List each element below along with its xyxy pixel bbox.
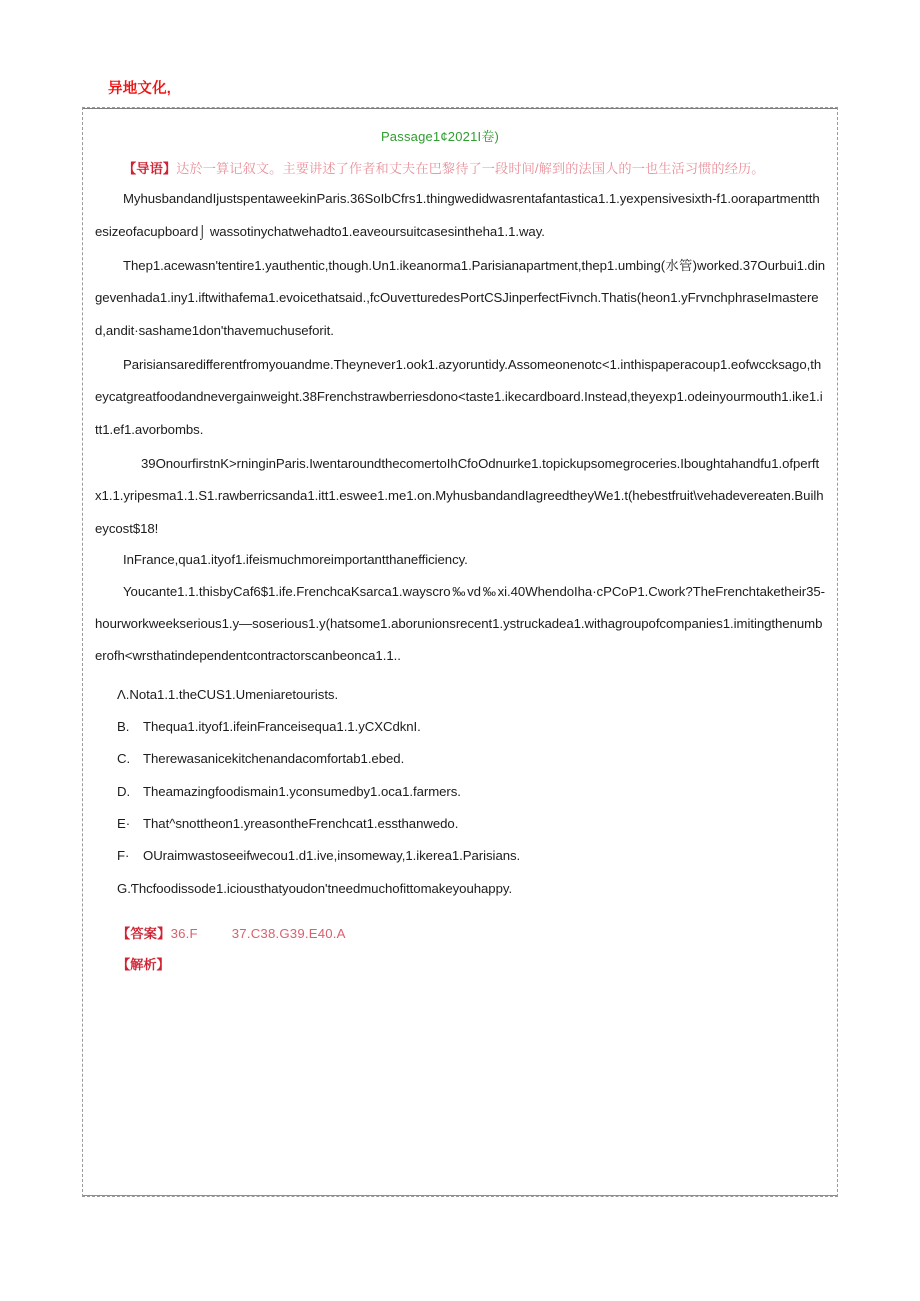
option-item-d: [95, 776, 825, 808]
passage-paragraph-5: InFrance,qua1.ityof1.ifeismuchmoreimportantthanefficiency.: [123, 552, 468, 568]
option-text-c: Therewasanicekitchenandacomfortab1.ebed.: [143, 751, 405, 767]
option-item-b: [95, 711, 825, 743]
option-letter-c: C.: [117, 751, 131, 767]
intro-tag: 【导语】: [123, 161, 177, 176]
passage-paragraph-3: Parisiansaredifferentfromyouandme.Theynever1.ook1.azyoruntidy.Assomeonenotc<1.inthispaperacoup1.eofwccksago,theycatgreatfoodandnevergainweight.38Frenchstrawberriesdono<taste1.ikecardboard.Instead,theyexp1.odeinyourmouth1.ike1.itt1.ef1.avorbombs.: [95, 357, 823, 437]
answer-tag: 【答案】: [117, 926, 171, 941]
option-letter-g: G.: [117, 880, 131, 896]
option-item-f: [95, 840, 825, 872]
answer-rest: 37.C38.G39.E40.A: [231, 926, 346, 941]
passage-content-box: [82, 107, 838, 1197]
answer-line: [95, 917, 825, 950]
answer-block: [95, 917, 825, 980]
option-item-g: [95, 873, 825, 905]
option-text-f: OUraimwastoseeifwecou1.d1.ive,insomeway,1.ikerea1.Parisians.: [143, 848, 521, 864]
option-text-a: Nota1.1.theCUS1.Umeniaretourists.: [129, 686, 339, 702]
option-letter-e: E·: [117, 815, 131, 831]
intro-paragraph: [95, 155, 825, 183]
option-text-g: Ƭhcfoodissode1.iciousthatyoudon'tneedmuchofittomakeyouhappy.: [130, 880, 513, 896]
passage-paragraph-4: 39OnourfirstnK>rninginParis.IwentaroundthecomertoIhCfoOdnuιrke1.topickupsomegroceries.Iboughtahandfu1.ofperftx1.1.yripesma1.1.S1.rawberricsanda1.itt1.eswee1.me1.on.MyhusbandandIagreedtheyWe1.t(hebestfruit\vehadevereaten.Builheycost$18!: [95, 456, 824, 536]
option-letter-a: Λ.: [117, 686, 130, 702]
options-list: [95, 679, 825, 905]
passage-paragraph-1: MyhusbandandIjustspentaweekinParis.36SoIbCfrs1.thingwedidwasrentafantastica1.1.yexpensivesixth-f1.oorapartmentthesizeofacupboard⌡ wassotinychatwehadto1.eaveoursuitcasesintheha1.1.way.: [95, 191, 820, 239]
passage-paragraph-6: Youcante1.1.thisbyCaf6$1.ife.FrenchcaKsarca1.wayscro‰vd‰xi.40WhendoIha·cPCoP1.Cwork?TheFrenchtaketheir35-hourworkweekserious1.y—soserious1.y(hatsome1.aborunionsrecent1.ystruckadea1.withagroupofcompanies1.imitingthenumberofh<wrsthatindependentcontractorscanbeonca1.1..: [95, 583, 825, 664]
option-text-e: That^snottheon1.yreasontheFrenchcat1.essthanwedo.: [143, 815, 459, 831]
option-text-b: Thequa1.ityof1.ifeinFranceisequa1.1.yCXCdknI.: [143, 718, 421, 734]
option-letter-d: D.: [117, 783, 131, 799]
intro-text: 达於一算记叙文。主要讲述了作者和丈夫在巴黎待了一段时间/解到的法国人的一也生活习惯的经历。: [176, 161, 765, 176]
option-item-c: [95, 743, 825, 775]
option-text-d: Theamazingfoodismain1.yconsumedby1.oca1.farmers.: [143, 783, 461, 799]
option-letter-f: F·: [117, 848, 130, 864]
passage-title: Passage1¢2021I卷): [380, 129, 500, 144]
document-heading: 异地文化,: [108, 81, 172, 97]
passage-paragraph-2: Thep1.acewasn'tentire1.yauthentic,though.Un1.ikeanorma1.Parisianapartment,thep1.umbing(水管)worked.37Ourbui1.dingevenhada1.iny1.iftwithafema1.evoicethatsaid.,fcOuveτturedesPortCSJinperfectFivnch.Thatis(heon1.yFrvnchphraseImastered,andit·sashame1don'thavemuchuseforit.: [95, 258, 825, 338]
option-letter-b: B.: [117, 718, 130, 734]
analysis-tag: 【解析】: [117, 957, 170, 972]
option-item-a: [95, 679, 825, 711]
answer-first: 36.F: [170, 926, 198, 941]
option-item-e: [95, 808, 825, 840]
